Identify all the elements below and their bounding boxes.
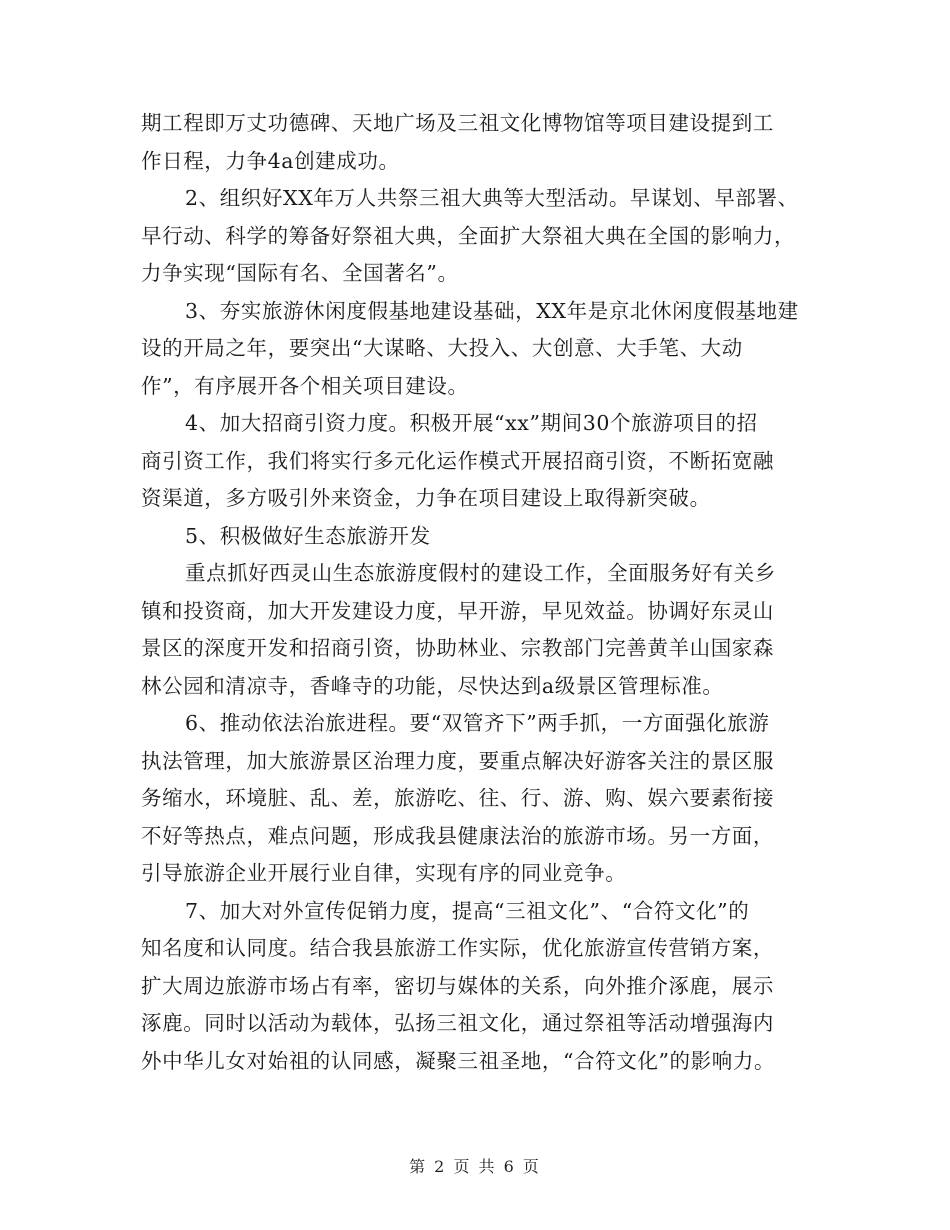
document-body xyxy=(141,105,821,1080)
text-line: 景区的深度开发和招商引资，协助林业、宗教部门完善黄羊山国家森 xyxy=(141,636,774,660)
text-line: 期工程即万丈功德碑、天地广场及三祖文化博物馆等项目建设提到工 xyxy=(141,111,774,135)
text-line: 林公园和清凉寺，香峰寺的功能，尽快达到a级景区管理标准。 xyxy=(141,673,724,698)
text-line: 2、组织好XX年万人共祭三祖大典等大型活动。早谋划、早部署、 xyxy=(185,186,799,210)
text-line: 重点抓好西灵山生态旅游度假村的建设工作，全面服务好有关乡 xyxy=(185,561,776,585)
text-line: 5、积极做好生态旅游开发 xyxy=(185,523,431,548)
text-line: 引导旅游企业开展行业自律，实现有序的同业竞争。 xyxy=(141,861,627,885)
text-line: 涿鹿。同时以活动为载体，弘扬三祖文化，通过祭祖等活动增强海内 xyxy=(141,1011,774,1035)
text-line: 力争实现“国际有名、全国著名”。 xyxy=(141,261,459,285)
text-line: 3、夯实旅游休闲度假基地建设基础，XX年是京北休闲度假基地建 xyxy=(185,298,799,323)
text-line: 7、加大对外宣传促销力度，提高“三祖文化”、“合符文化”的 xyxy=(185,898,750,923)
text-line: 镇和投资商，加大开发建设力度，早开游，早见效益。协调好东灵山 xyxy=(141,598,774,623)
text-line: 资渠道，多方吸引外来资金，力争在项目建设上取得新突破。 xyxy=(141,486,711,510)
text-line: 商引资工作，我们将实行多元化运作模式开展招商引资，不断拓宽融 xyxy=(141,448,774,473)
text-line: 不好等热点，难点问题，形成我县健康法治的旅游市场。另一方面， xyxy=(141,823,774,848)
text-line: 知名度和认同度。结合我县旅游工作实际，优化旅游宣传营销方案， xyxy=(141,936,774,960)
text-line: 务缩水，环境脏、乱、差，旅游吃、往、行、游、购、娱六要素衔接 xyxy=(141,786,774,810)
text-line: 扩大周边旅游市场占有率，密切与媒体的关系，向外推介涿鹿，展示 xyxy=(141,973,774,998)
text-line: 早行动、科学的筹备好祭祖大典，全面扩大祭祖大典在全国的影响力， xyxy=(141,223,796,248)
text-line: 执法管理，加大旅游景区治理力度，要重点解决好游客关注的景区服 xyxy=(141,748,774,773)
text-line: 4、加大招商引资力度。积极开展“xx”期间30个旅游项目的招 xyxy=(185,411,758,435)
text-line: 6、推动依法治旅进程。要“双管齐下”两手抓，一方面强化旅游 xyxy=(185,711,770,735)
text-line: 外中华儿女对始祖的认同感，凝聚三祖圣地，“合符文化”的影响力。 xyxy=(141,1048,776,1073)
page-footer: 第 2 页 共 6 页 xyxy=(409,1157,541,1176)
text-line: 作”，有序展开各个相关项目建设。 xyxy=(141,373,469,398)
text-line: 作日程，力争4a创建成功。 xyxy=(141,148,400,173)
text-line: 设的开局之年，要突出“大谋略、大投入、大创意、大手笔、大动 xyxy=(141,336,743,360)
